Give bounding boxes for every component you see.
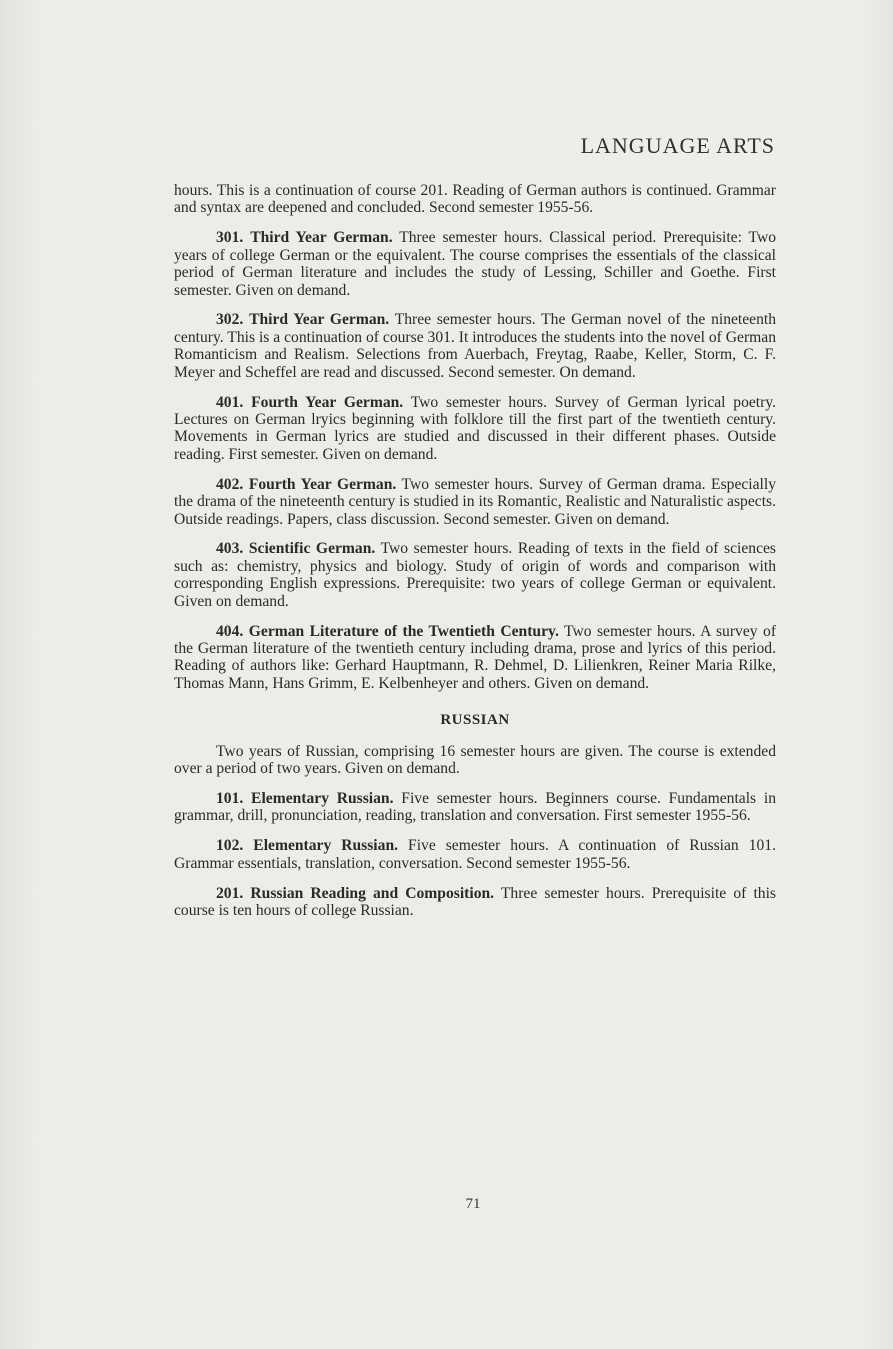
course-entry [174, 229, 776, 299]
course-description: Three semester hours. Classical period. Prerequisite: Two years of college German or the equivalent. The course comprises the essentials of the classical period of German literature and includes the study of Lessing, Schiller and Goethe. First semester. Given on demand. [174, 229, 777, 299]
course-title: Russian Reading and Composition. [250, 884, 495, 902]
course-number: 302. [216, 311, 244, 329]
course-entry [174, 311, 776, 381]
course-description: Five semester hours. Beginners course. Fundamentals in grammar, drill, pronunciation, reading, translation and conversation. First semester 1955-56. [174, 789, 776, 825]
course-description: Two semester hours. Survey of German lyrical poetry. Lectures on German lryics beginning with folklore till the first part of the twentieth century. Movements in German lyrics are studied and discussed in their different phases. Outside reading. First semester. Given on demand. [174, 393, 776, 463]
course-number: 301. [216, 229, 244, 247]
course-title: Fourth Year German. [248, 475, 397, 493]
course-entry [174, 623, 776, 693]
course-title: Scientific German. [248, 540, 376, 558]
course-number: 102. [216, 837, 244, 855]
course-number: 201. [216, 884, 244, 902]
course-description: Three semester hours. Prerequisite of this course is ten hours of college Russian. [174, 884, 776, 919]
course-number: 402. [216, 475, 244, 493]
course-entry [174, 837, 776, 872]
course-title: Third Year German. [249, 311, 390, 329]
course-title: Third Year German. [250, 229, 393, 247]
course-description: Three semester hours. The German novel of the nineteenth century. This is a continuation of course 301. It introduces the students into the novel of German Romanticism and Realism. Selections from Auerbach, Freytag, Raabe, Keller, Storm, C. F. Meyer and Scheffel are read and discussed. Second semester. On demand. [174, 311, 777, 381]
course-entry [174, 394, 776, 464]
course-number: 401. [216, 393, 244, 411]
course-description: Two semester hours. Reading of texts in the field of sciences such as: chemistry, physics and biology. Study of origin of words and comparison with corresponding English expressions. Prerequisite: two years of college German or equivalent. Given on demand. [174, 540, 776, 610]
page-number: 71 [465, 1196, 481, 1212]
course-description: Two semester hours. Survey of German drama. Especially the drama of the nineteenth century is studied in its Romantic, Realistic and Naturalistic aspects. Outside readings. Papers, class discussion. Second semester. Given on demand. [174, 475, 776, 528]
course-entry [174, 476, 776, 528]
course-description: Five semester hours. A continuation of Russian 101. Grammar essentials, translation, conversation. Second semester 1955-56. [174, 837, 776, 872]
running-header: LANGUAGE ARTS [580, 133, 775, 158]
course-number: 404. [216, 622, 244, 640]
course-description: Two semester hours. A survey of the German literature of the twentieth century including drama, prose and lyrics of this period. Reading of authors like: Gerhard Hauptmann, R. Dehmel, D. Lilienkren, Reiner Maria Rilke, Thomas Mann, Hans Grimm, E. Kelbenheyer and others. Given on demand. [174, 622, 777, 692]
course-number: 403. [216, 540, 244, 558]
course-entry [174, 540, 776, 610]
course-entry [174, 885, 776, 920]
course-title: Fourth Year German. [251, 393, 404, 411]
course-title: German Literature of the Twentieth Century. [248, 622, 559, 640]
section-intro: Two years of Russian, comprising 16 semester hours are given. The course is extended over a period of two years. Given on demand. [174, 742, 776, 777]
course-number: 101. [216, 789, 244, 807]
course-entry [174, 790, 776, 825]
section-heading-russian: RUSSIAN [440, 712, 510, 729]
continued-paragraph: hours. This is a continuation of course 201. Reading of German authors is continued. Grammar and syntax are deepened and concluded. Second semester 1955-56. [174, 182, 776, 217]
course-title: Elementary Russian. [251, 789, 394, 807]
course-title: Elementary Russian. [253, 837, 399, 855]
page-body [174, 182, 776, 932]
